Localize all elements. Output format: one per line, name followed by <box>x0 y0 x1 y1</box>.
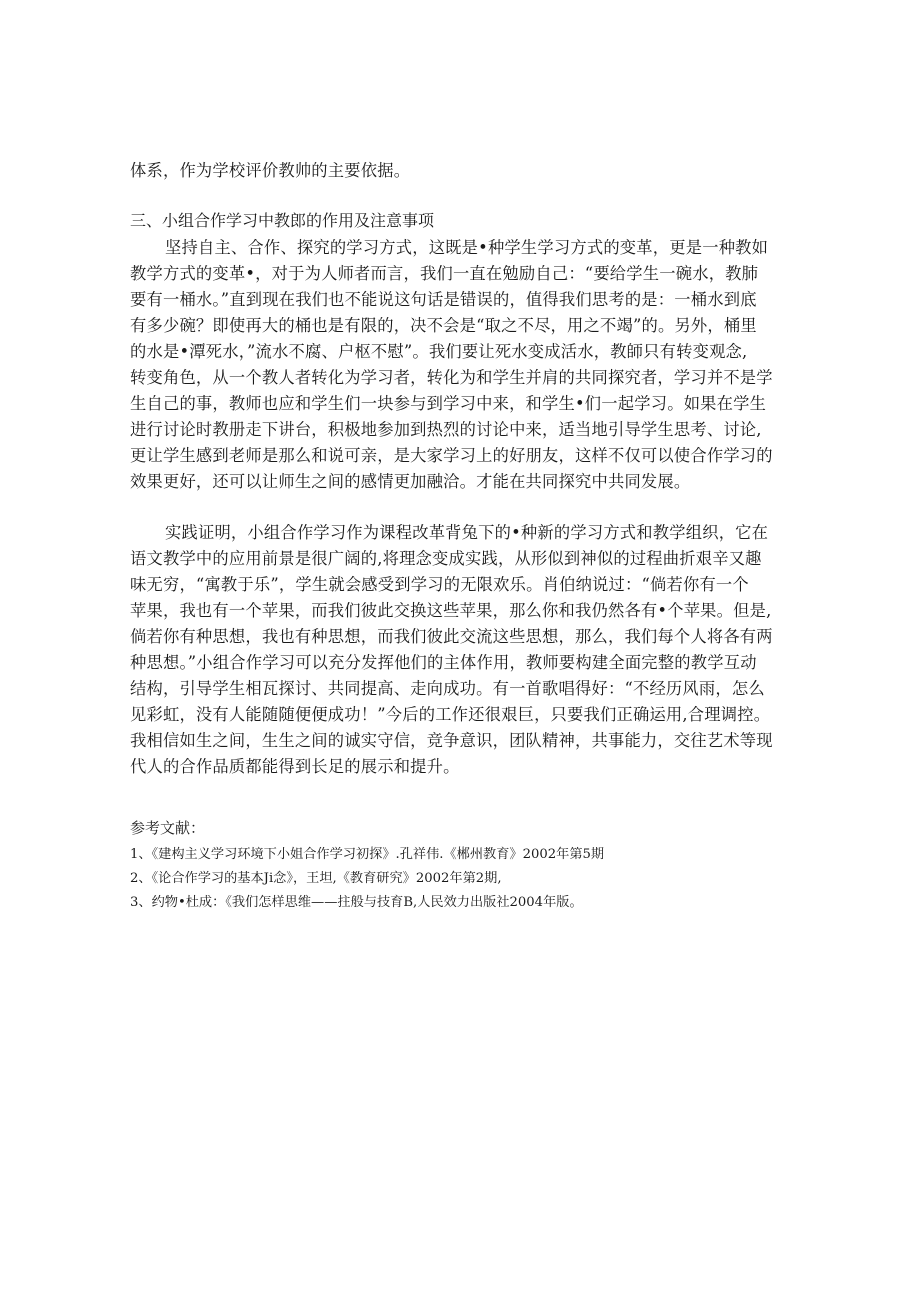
paragraph-1-line: 教学方式的变革•，对于为人师者而言，我们一直在勉励自己：“要给学生一碗水，教肺 <box>130 264 759 283</box>
reference-item: 2、《论合作学习的基本Ji念》，王坦,《教育研究》2002年第2期, <box>130 871 502 886</box>
paragraph-1-line: 转变角色，从一个教人者转化为学习者，转化为和学生并肩的共同探究者，学习并不是学 <box>130 368 773 387</box>
paragraph-1-line: 有多少碗？即使再大的桶也是有限的，决不会是“取之不尽，用之不竭”的。另外，桶里 <box>130 316 757 335</box>
reference-item: 3、约物•杜成：《我们怎样思维——拄般与技育B,人民效力出版社2004年版。 <box>130 895 583 910</box>
paragraph-2-line: 苹果，我也有一个苹果，而我们彼此交换这些苹果，那么你和我仍然各有•个苹果。但是, <box>130 601 772 620</box>
paragraph-1-line: 生自己的事，教师也应和学生们一块参与到学习中来，和学生•们一起学习。如果在学生 <box>130 394 767 413</box>
paragraph-2-line: 语文教学中的应用前景是很广阔的,将理念变成实践，从形似到神似的过程曲折艰辛又趣 <box>130 549 762 568</box>
paragraph-1-line: 更让学生感到老师是那么和说可亲，是大家学习上的好朋友，这样不仅可以使合作学习的 <box>130 446 773 465</box>
paragraph-2-line: 味无穷，“寓教于乐”，学生就会感受到学习的无限欢乐。肖伯纳说过：“倘若你有一个 <box>130 575 749 594</box>
paragraph-2-line: 代人的合作品质都能得到长足的展示和提升。 <box>130 757 460 776</box>
paragraph-1-line: 要有一桶水。”直到现在我们也不能说这句话是错误的，值得我们思考的是：一桶水到底 <box>130 290 757 309</box>
references-title: 参考文献： <box>130 819 206 837</box>
paragraph-1-line: 效果更好，还可以让师生之间的感情更加融洽。才能在共同探究中共同发展。 <box>130 472 691 491</box>
paragraph-2-line: 种思想。”小组合作学习可以充分发挥他们的主体作用，教师要构建全面完整的教学互动 <box>130 653 757 672</box>
paragraph-2-line: 倘若你有种思想，我也有种思想，而我们彼此交流这些思想，那么，我们每个人将各有两 <box>130 627 773 646</box>
section-heading: 三、小组合作学习中教郎的作用及注意事项 <box>130 211 435 230</box>
paragraph-1-line: 进行讨论时教册走下讲台，积极地参加到热烈的讨论中来，适当地引导学生思考、讨论, <box>130 420 762 439</box>
intro-tail-line: 体系，作为学校评价教帅的主要依据。 <box>130 161 411 180</box>
reference-item: 1、《建构主义学习环境下小姐合作学习初探》.孔祥伟.《郴州教育》2002年第5期 <box>130 847 605 862</box>
paragraph-2-line: 实践证明，小组合作学习作为课程改革背兔下的•种新的学习方式和教学组织，它在 <box>165 523 769 542</box>
paragraph-2-line: 我相信如生之间，生生之间的诚实守信，竞争意识，团队精神，共事能力，交往艺术等现 <box>130 731 773 750</box>
paragraph-1-line: 的水是•潭死水，”流水不腐、户枢不慰”。我们要让死水变成活水，教師只有转变观念, <box>130 342 748 361</box>
paragraph-2-line: 结构，引导学生相瓦探讨、共同提高、走向成功。有一首歌唱得好：“不经历风雨，怎么 <box>130 679 765 698</box>
paragraph-1-line: 坚持自主、合作、探究的学习方式，这既是•种学生学习方式的变革，更是一种教如 <box>165 238 769 257</box>
paragraph-2-line: 见彩虹，没有人能随随便便成功！”今后的工作还很艰巨，只要我们正确运用,合理调控。 <box>130 705 771 724</box>
